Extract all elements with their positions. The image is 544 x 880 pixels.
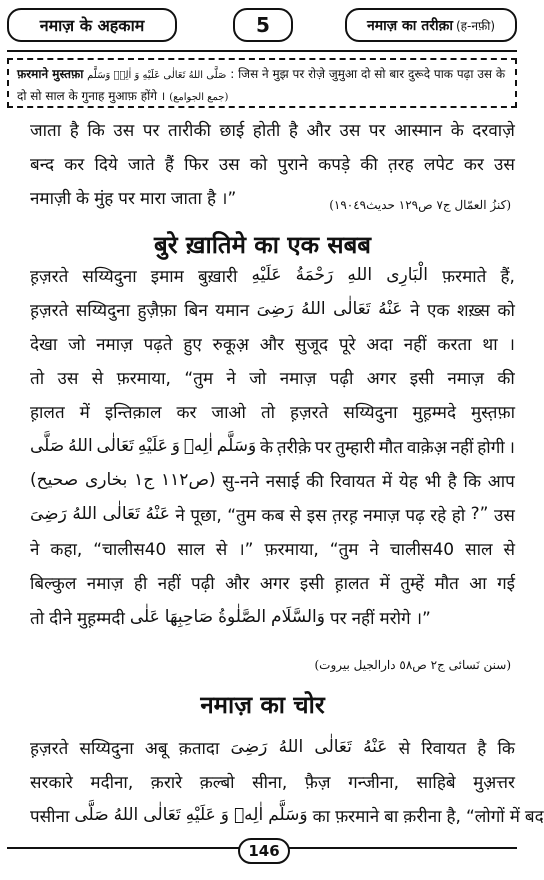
word: अगर: [259, 574, 290, 595]
word: तारीकी: [168, 120, 211, 141]
word: رَضِىَ: [230, 737, 268, 757]
word: है: [447, 471, 457, 492]
word: और: [225, 574, 250, 595]
word: تَعَالٰى: [143, 805, 181, 825]
word: कर: [463, 154, 484, 175]
word: जाता: [170, 188, 202, 209]
word: رَضِىَ: [30, 504, 67, 525]
word: عَنْهُ: [363, 737, 388, 757]
word: कहा,: [50, 540, 83, 561]
word: पसीना: [30, 806, 70, 827]
reference-2: (سنن نَسائی ج٢ ص٥٨ دارالجيل بيروت): [314, 658, 511, 672]
word: चालीस40: [389, 540, 455, 561]
word: اللهِ: [347, 265, 373, 285]
word: तो: [260, 403, 276, 424]
word: उस: [494, 505, 515, 526]
word: कि: [87, 120, 105, 141]
word: नसाई: [265, 471, 300, 492]
word: सीना,: [252, 772, 288, 793]
word: तो: [30, 369, 45, 390]
word: صَلَّى: [30, 436, 65, 456]
page-number: [238, 838, 290, 864]
word: बा: [384, 806, 399, 827]
word: पढ़ी: [329, 369, 354, 390]
word: पर: [330, 608, 347, 629]
word: ।”: [221, 188, 237, 209]
word: हुए: [183, 334, 202, 355]
word: रुकूअ़: [212, 334, 249, 355]
word: लपेट: [423, 154, 454, 175]
word: की: [306, 471, 324, 492]
header-chapter-number: [233, 8, 293, 42]
word: है: [69, 120, 79, 141]
word: ह़ालत: [334, 574, 370, 595]
word: रिवायत: [330, 471, 376, 492]
text-line: [30, 146, 515, 180]
word: (صحیح: [30, 470, 79, 491]
word: ह़ज़रते: [290, 403, 329, 424]
word: जो: [249, 369, 267, 390]
word: पुराने: [277, 154, 309, 175]
word: था: [482, 334, 498, 355]
word: ص١١٢): [161, 470, 216, 491]
word: सय्यिदुना: [343, 403, 398, 424]
text-line: [30, 497, 515, 531]
word: यमान: [215, 300, 250, 321]
word: وَسَلَّم: [268, 805, 308, 825]
word: छाई: [219, 120, 245, 141]
word: تَعَالٰى: [96, 436, 135, 456]
word: बिल्कुल: [30, 574, 77, 595]
text-line: [30, 429, 515, 463]
word: त़रीक़े: [276, 437, 312, 458]
word: हो: [451, 505, 466, 526]
word: पर: [142, 120, 160, 141]
word: है,: [446, 806, 461, 827]
word: “चालीस40: [93, 540, 167, 561]
hadith-label: फ़रमाने मुस्तफ़ा: [17, 67, 84, 81]
word: عَلٰى: [129, 607, 160, 627]
word: से: [398, 738, 411, 759]
word: इसी: [299, 574, 325, 595]
word: शख़्स: [457, 300, 490, 321]
text-line: [30, 258, 515, 292]
word: उस: [57, 369, 79, 390]
word: सु-नने: [222, 471, 259, 492]
word: इसी: [409, 369, 434, 390]
text-line: [30, 463, 515, 497]
word: साल: [177, 540, 205, 561]
word: उस: [494, 154, 515, 175]
word: ।”: [238, 540, 254, 561]
reference-1: (كنزُ العمّال ج٧ ص١٢٩ حديث١٩٠٤٩): [329, 198, 511, 212]
word: नमाज़: [86, 574, 124, 595]
word: اللهُ: [278, 737, 304, 757]
word: मारा: [139, 188, 166, 209]
word: عَلَيْهِ: [137, 436, 168, 456]
header-book-title-text: नमाज़ के अहकाम: [39, 16, 145, 35]
word: कब: [261, 505, 285, 526]
word: मरोगे: [379, 608, 411, 629]
word: कि: [463, 471, 482, 492]
word: “तुम: [227, 505, 256, 526]
word: पढ़ते: [143, 334, 173, 355]
text-line: [30, 600, 515, 634]
word: रिवायत: [421, 738, 467, 759]
word: फ़रमाने: [335, 806, 380, 827]
text-line: [30, 292, 515, 326]
word: कपड़े: [318, 154, 351, 175]
word: के: [450, 120, 464, 141]
word: اللهُ: [301, 299, 326, 320]
word: हुज़ैफ़ा: [137, 300, 177, 321]
word: मुस्त़फ़ा: [471, 403, 515, 424]
word: ने: [226, 369, 236, 390]
word: वाक़ेअ़: [406, 437, 447, 458]
word: साल: [465, 540, 493, 561]
section-heading-2: [0, 688, 525, 721]
word: “तुम: [329, 540, 359, 561]
word: अदा: [366, 334, 393, 355]
word: फ़रमाते: [442, 266, 487, 287]
text-line: [30, 730, 515, 764]
word: नमाज़: [363, 505, 400, 526]
word: नहीं: [351, 608, 375, 629]
word: ?”: [470, 504, 489, 525]
word: وَ: [171, 436, 180, 456]
word: وَ: [220, 805, 229, 825]
word: ।: [508, 334, 515, 355]
word: صَلَّى: [74, 805, 109, 825]
word: सय्यिदुना: [75, 300, 131, 321]
text-line: [30, 566, 515, 600]
word: क़तादा: [178, 738, 220, 759]
word: صَاحِبِهَا: [164, 607, 214, 627]
word: फ़रमाया,: [116, 369, 171, 390]
word: تَعَالٰى: [333, 299, 371, 320]
word: साहिबे: [416, 772, 456, 793]
word: تَعَالٰى: [314, 737, 352, 757]
section-heading-1-text: बुरे ख़ातिमे का एक सबब: [153, 231, 372, 259]
word: बद: [524, 806, 544, 827]
word: आस्मान: [394, 120, 443, 141]
word: दरवाज़े: [472, 120, 515, 141]
word: عَنْهُ: [145, 504, 170, 525]
word: ने: [410, 300, 420, 321]
word: عَلَيْهِ: [251, 265, 282, 285]
header-divider: [7, 50, 517, 52]
word: ह़ज़रते: [30, 738, 69, 759]
word: बिन: [184, 300, 208, 321]
word: اٰلِهٖ: [233, 805, 264, 825]
word: क़ल्बो: [199, 772, 235, 793]
word: तुम्हारी: [335, 437, 375, 458]
word: को: [249, 154, 268, 175]
word: है: [288, 120, 298, 141]
word: जाते: [127, 154, 155, 175]
section-heading-1: [0, 228, 525, 261]
word: नहीं: [403, 334, 427, 355]
word: में: [381, 471, 393, 492]
header-chapter-title-text: नमाज़ का तरीक़ा: [366, 17, 453, 34]
text-line: [30, 395, 515, 429]
word: फ़ैज़: [304, 772, 331, 793]
word: اللهُ: [68, 436, 93, 456]
word: मुंह: [94, 188, 114, 209]
word: एक: [427, 300, 450, 321]
word: को: [497, 300, 515, 321]
header-book-title: [7, 8, 177, 42]
word: नहीं: [157, 574, 181, 595]
text-line: [30, 361, 515, 395]
word: ह़ालत: [30, 403, 65, 424]
text-line: [30, 326, 515, 360]
word: मदीना,: [90, 772, 134, 793]
word: ही: [133, 574, 148, 595]
word: तुम्हें: [400, 574, 425, 595]
word: से: [503, 540, 515, 561]
word: हैं: [164, 154, 174, 175]
word: اٰلِهٖ: [183, 436, 213, 456]
word: होगी: [477, 437, 505, 458]
word: ।: [508, 437, 515, 458]
word: बुख़ारी: [197, 266, 238, 287]
header-chapter-subtitle: (ह-नफ़ी): [455, 18, 496, 33]
word: पूछा,: [190, 505, 222, 526]
word: फिर: [184, 154, 209, 175]
word: मुह़म्मदे: [412, 403, 457, 424]
word: सय्यिदुना: [82, 266, 137, 287]
word: तो: [30, 608, 45, 629]
word: बन्द: [30, 154, 54, 175]
word: में: [79, 403, 90, 424]
word: नमाज़ी: [30, 188, 72, 209]
word: रहे: [430, 505, 447, 526]
word: नमाज़: [447, 369, 484, 390]
word: क़रारे: [150, 772, 183, 793]
word: رَضِىَ: [256, 299, 294, 320]
header-chapter-title: [345, 8, 517, 42]
word: में: [379, 574, 390, 595]
word: कि: [497, 738, 515, 759]
word: ने: [369, 540, 379, 561]
word: के: [260, 437, 274, 458]
word: “तुम: [184, 369, 213, 390]
word: عَنْهُ: [378, 299, 403, 320]
word: जाता: [30, 120, 62, 141]
word: के: [76, 188, 90, 209]
word: होती: [252, 120, 281, 141]
word: जो: [68, 334, 86, 355]
word: अगर: [366, 369, 397, 390]
text-line: [30, 532, 515, 566]
word: में: [509, 806, 520, 827]
word: फ़रमाया,: [264, 540, 319, 561]
word: وَالسَّلَام: [271, 607, 325, 627]
word: وَسَلَّم: [216, 436, 257, 456]
word: का: [312, 806, 331, 827]
text-line: [30, 798, 544, 832]
word: और: [259, 334, 285, 355]
word: मौत: [434, 574, 459, 595]
word: नमाज़: [96, 334, 133, 355]
word: تَعَالٰى: [102, 504, 140, 525]
word: क़रीना: [403, 806, 442, 827]
word: اللهُ: [113, 805, 139, 825]
word: رَحْمَةُ: [295, 265, 334, 285]
text-line: [30, 764, 515, 798]
word: जाओ: [211, 403, 246, 424]
word: इस: [306, 505, 327, 526]
word: उस: [339, 120, 361, 141]
word: الْبَارِى: [386, 265, 428, 285]
word: से: [91, 369, 104, 390]
word: की: [497, 369, 515, 390]
word: मुअ़त्तर: [473, 772, 515, 793]
word: इमाम: [150, 266, 184, 287]
word: आप: [487, 471, 515, 492]
word: गन्जीना,: [348, 772, 399, 793]
word: त़रह़: [332, 505, 358, 526]
word: सरकारे: [30, 772, 73, 793]
word: नमाज़: [279, 369, 317, 390]
word: से: [215, 540, 228, 561]
word: ج١: [134, 470, 155, 491]
word: الصَّلٰوةُ: [218, 607, 267, 627]
hadith-box: [7, 58, 517, 108]
word: पढ़ी: [191, 574, 215, 595]
word: दिये: [94, 154, 118, 175]
word: येह: [398, 471, 418, 492]
text-line: [30, 112, 515, 146]
word: उस: [113, 120, 135, 141]
word: कर: [176, 403, 197, 424]
word: ह़ज़रते: [30, 300, 69, 321]
word: मुह़म्मदी: [76, 608, 125, 629]
word: से: [289, 505, 302, 526]
word: सुजूद: [294, 334, 329, 355]
word: ह़ज़रते: [30, 266, 69, 287]
word: नहीं: [450, 437, 474, 458]
word: ने: [175, 505, 185, 526]
page-number-text: 146: [248, 842, 280, 860]
header-chapter-number-text: 5: [256, 13, 270, 37]
word: और: [306, 120, 331, 141]
word: “लोगों: [465, 806, 505, 827]
word: त़रह: [387, 154, 414, 175]
section-heading-2-text: नमाज़ का चोर: [200, 691, 325, 719]
hadith-honorific: صَلَّى اللهُ تَعَالٰى عَلَيْهِ وَ اٰلِهٖ وَسَلَّم: [87, 70, 227, 81]
word: करता: [437, 334, 472, 355]
word: की: [360, 154, 378, 175]
word: मौत: [378, 437, 403, 458]
word: ।”: [415, 608, 431, 629]
word: عَلَيْهِ: [185, 805, 216, 825]
word: पर: [118, 188, 135, 209]
word: देखा: [30, 334, 58, 355]
word: पूरे: [338, 334, 356, 355]
word: है: [477, 738, 487, 759]
word: بخاری: [84, 470, 128, 491]
word: पढ़: [405, 505, 425, 526]
word: इन्तिक़ाल: [104, 403, 162, 424]
word: اللهُ: [72, 504, 97, 525]
word: सय्यिदुना: [79, 738, 134, 759]
word: है: [206, 188, 216, 209]
word: उस: [218, 154, 240, 175]
word: पर: [368, 120, 386, 141]
hadith-text: : जिस ने मुझ पर रोज़े जुमुआ दो सो बार दुरूदे पाक पढ़ा उस के दो सो साल के गुनाह मुआफ़ होंगे ।: [17, 67, 506, 103]
word: भी: [424, 471, 441, 492]
word: हैं,: [500, 266, 515, 287]
word: अबू: [144, 738, 168, 759]
word: दीने: [49, 608, 72, 629]
word: आ: [469, 574, 487, 595]
word: पर: [314, 437, 332, 458]
hadith-source: (جمع الجوامع): [169, 92, 229, 103]
word: गई: [497, 574, 515, 595]
word: कर: [64, 154, 85, 175]
word: ने: [30, 540, 40, 561]
